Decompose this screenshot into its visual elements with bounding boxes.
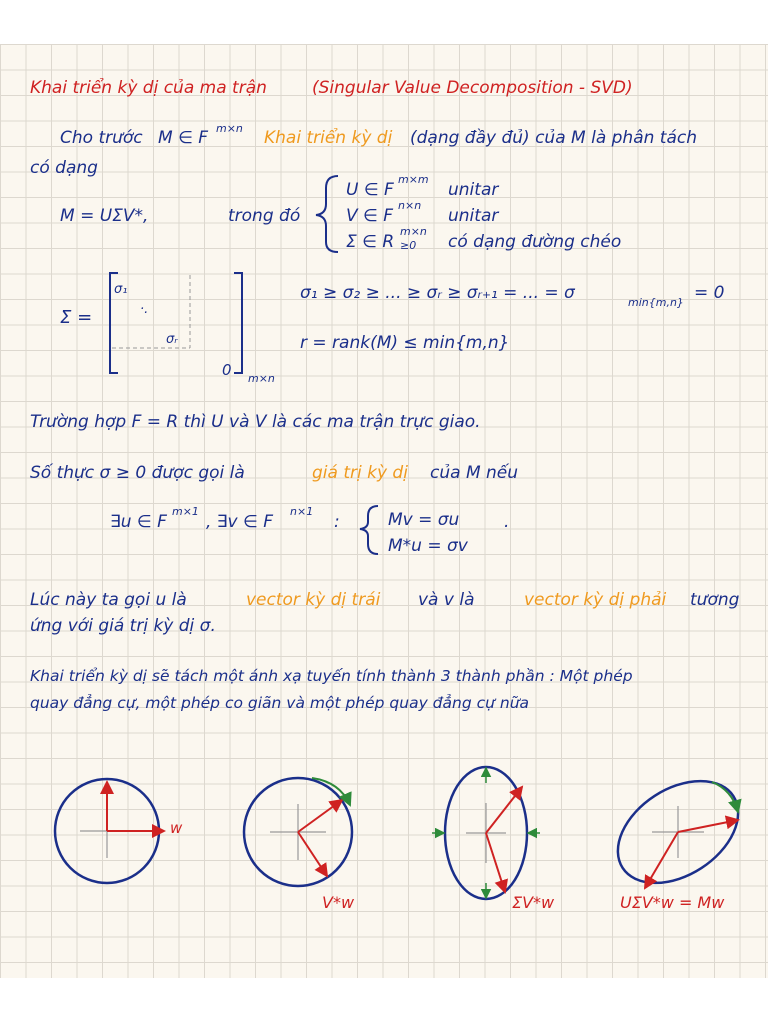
decomp-desc-1: Khai triển kỳ dị sẽ tách một ánh xạ tuyến tính thành 3 thành phần : Một phép: [30, 667, 633, 685]
sigma-sub: ≥0: [400, 239, 417, 252]
label-usvw: UΣV*w = Mw: [620, 893, 725, 912]
figure-circle-w: [55, 779, 164, 883]
cond-left-sup: m×1: [172, 505, 199, 518]
figure-ellipse-svw: [432, 767, 540, 899]
cond-left: ∃u ∈ F: [110, 512, 167, 532]
vec-e: tương: [690, 590, 740, 610]
real-case-note: Trường hợp F = R thì U và V là các ma trận trực giao.: [30, 412, 481, 432]
intro-m-sup: m×n: [216, 122, 243, 135]
label-vw: V*w: [322, 893, 355, 912]
vec-f: ứng với giá trị kỳ dị σ.: [30, 616, 216, 636]
rank-line: r = rank(M) ≤ min{m,n}: [300, 333, 510, 353]
label-w: w: [170, 819, 183, 837]
u-desc: unitar: [448, 180, 499, 200]
where-label: trong đó: [228, 206, 301, 226]
intro-has-form: có dạng: [30, 158, 98, 178]
intro-given: Cho trước: [60, 128, 143, 148]
vec-a: Lúc này ta gọi u là: [30, 590, 187, 610]
v-sup: n×n: [398, 199, 422, 212]
figure-circle-vw: [244, 778, 352, 886]
definition-brace: [316, 176, 338, 252]
u-sup: m×m: [398, 173, 429, 186]
svd-formula: M = UΣV*,: [60, 206, 149, 226]
order-sub: min{m,n}: [628, 296, 684, 309]
title-english: (Singular Value Decomposition - SVD): [312, 78, 633, 98]
order-end: = 0: [694, 283, 725, 303]
sigma-equals: Σ =: [60, 307, 93, 328]
sv-def-term: giá trị kỳ dị: [312, 463, 408, 483]
matrix-right-bracket: [234, 273, 242, 373]
sigma-desc: có dạng đường chéo: [448, 232, 622, 252]
title-vietnamese: Khai triển kỳ dị của ma trận: [30, 78, 267, 98]
matrix-left-bracket: [110, 273, 118, 373]
cond-dot: .: [504, 512, 510, 532]
cond-mid-sup: n×1: [290, 505, 314, 518]
matrix-sigma-1: σ₁: [114, 282, 128, 297]
vec-c: và v là: [418, 590, 475, 610]
vec-left-term: vector kỳ dị trái: [246, 590, 381, 610]
sigma-sup: m×n: [400, 225, 427, 238]
cond-mid: , ∃v ∈ F: [206, 512, 274, 532]
u-lhs: U ∈ F: [346, 180, 394, 200]
intro-svd-term: Khai triển kỳ dị: [264, 128, 393, 148]
sigma-lhs: Σ ∈ R: [346, 232, 395, 252]
figure-ellipse-usvw: [599, 760, 757, 904]
intro-m-in-f: M ∈ F: [158, 128, 209, 148]
sv-def-a: Số thực σ ≥ 0 được gọi là: [30, 463, 245, 483]
cond-colon: :: [334, 512, 340, 532]
matrix-sigma-r: σᵣ: [166, 332, 178, 347]
matrix-zero: 0: [222, 361, 232, 379]
v-lhs: V ∈ F: [346, 206, 394, 226]
decomp-desc-2: quay đẳng cự, một phép co giãn và một phép quay đẳng cự nữa: [30, 694, 530, 712]
matrix-size: m×n: [248, 372, 275, 385]
condition-brace: [360, 506, 378, 554]
vec-right-term: vector kỳ dị phải: [524, 590, 667, 610]
intro-rest: (dạng đầy đủ) của M là phân tách: [410, 128, 698, 148]
matrix-diagonal-dots: ·.: [140, 302, 149, 317]
label-svw: ΣV*w: [512, 893, 555, 912]
sv-def-c: của M nếu: [430, 463, 519, 483]
singular-value-order: σ₁ ≥ σ₂ ≥ ... ≥ σᵣ ≥ σᵣ₊₁ = ... = σ: [300, 283, 575, 303]
cond-eq2: M*u = σv: [388, 536, 468, 556]
v-desc: unitar: [448, 206, 499, 226]
cond-eq1: Mv = σu: [388, 510, 460, 530]
